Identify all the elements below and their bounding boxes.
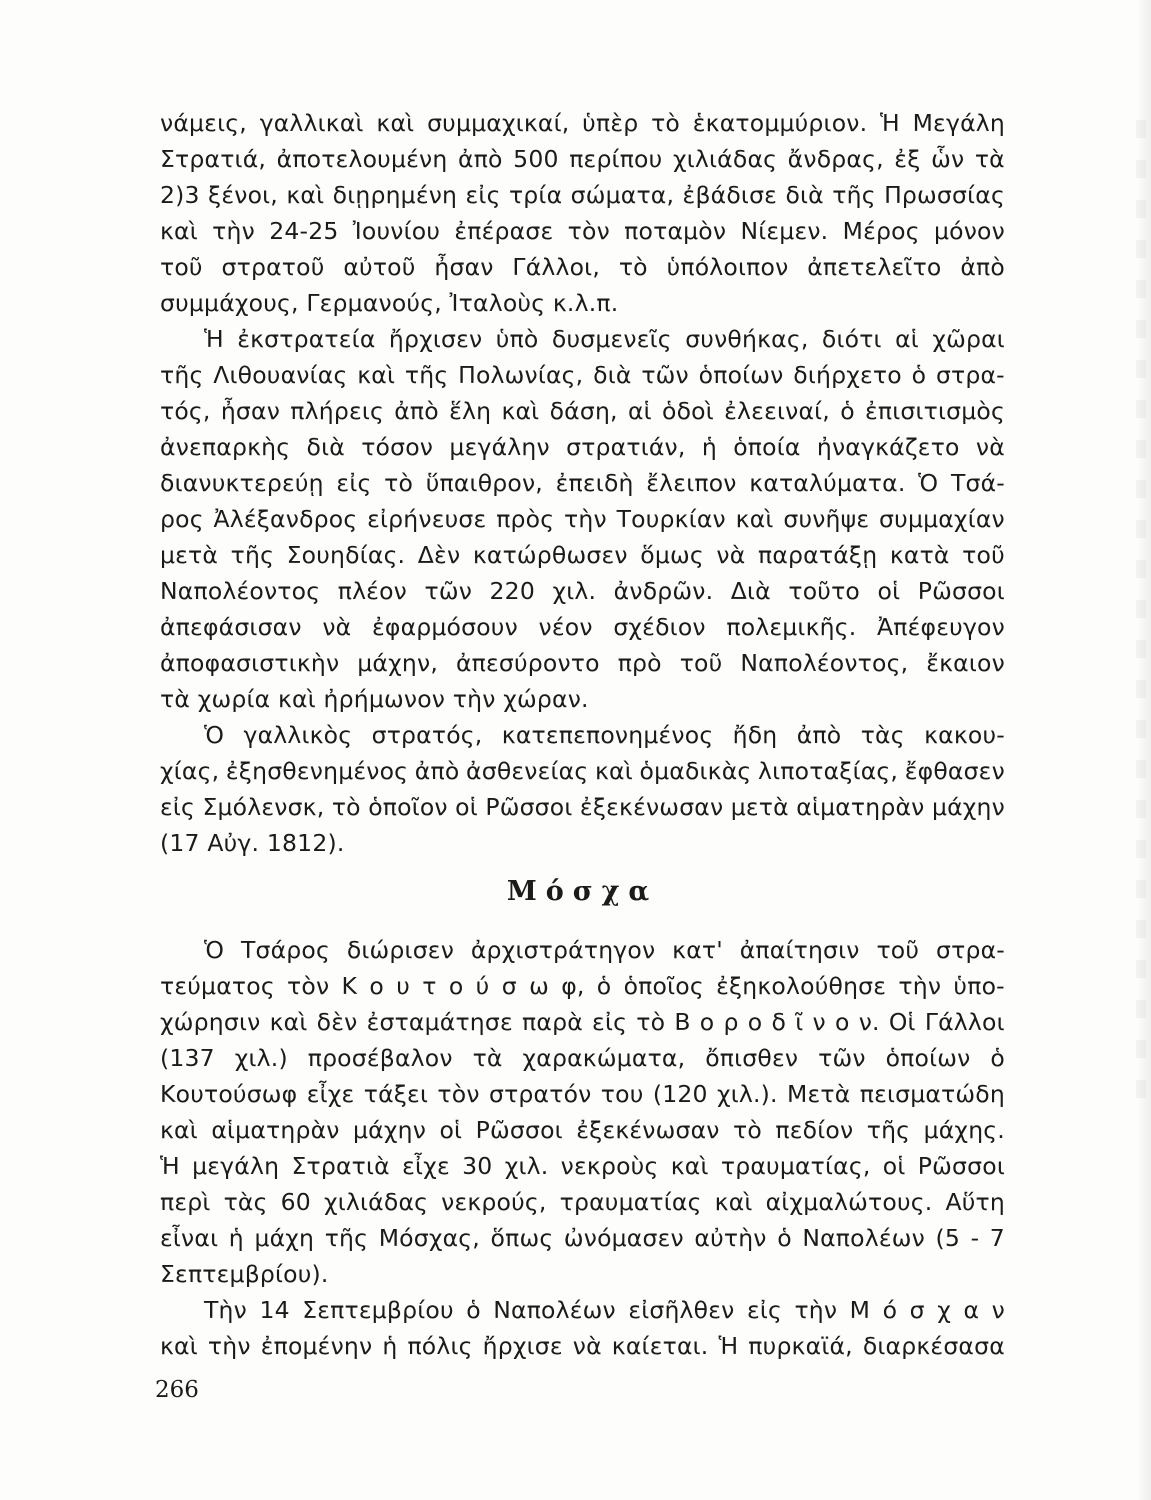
text-line: ἀνεπαρκὴς διὰ τόσον μεγάλην στρατιάν, ἡ ὁποία ἠναγκάζετο νὰ	[160, 433, 1005, 461]
text-line: Σεπτεμβρίου).	[160, 1260, 329, 1288]
text-line: (137 χιλ.) προσέβαλον τὰ χαρακώματα, ὄπισθεν τῶν ὁποίων ὁ	[160, 1044, 1005, 1072]
text-line: μετὰ τῆς Σουηδίας. Δὲν κατώρθωσεν ὅμως νὰ παρατάξῃ κατὰ τοῦ	[160, 541, 1005, 569]
text-line: Ἡ μεγάλη Στρατιὰ εἶχε 30 χιλ. νεκροὺς καὶ τραυματίας, οἱ Ρῶσσοι	[160, 1152, 1005, 1180]
text-line: Στρατιά, ἀποτελουμένη ἀπὸ 500 περίπου χιλιάδας ἄνδρας, ἐξ ὧν τὰ	[160, 145, 1005, 173]
text-line: Ἡ ἐκστρατεία ἤρχισεν ὑπὸ δυσμενεῖς συνθήκας, διότι αἱ χῶραι	[204, 325, 1005, 353]
text-line: ἀποφασιστικὴν μάχην, ἀπεσύροντο πρὸ τοῦ Ναπολέοντος, ἔκαιον	[160, 649, 1005, 677]
text-line: χώρησιν καὶ δὲν ἐσταμάτησε παρὰ εἰς τὸ Β ο ρ ο δ ῖ ν ο ν. Οἱ Γάλλοι	[160, 1008, 1005, 1036]
text-line: εἰς Σμόλενσκ, τὸ ὁποῖον οἱ Ρῶσσοι ἐξεκένωσαν μετὰ αἱματηρὰν μάχην	[160, 793, 1005, 821]
text-line: τεύματος τὸν Κ ο υ τ ο ύ σ ω φ, ὁ ὁποῖος ἐξηκολούθησε τὴν ὑπο-	[160, 972, 1005, 1000]
text-line: καὶ αἱματηρὰν μάχην οἱ Ρῶσσοι ἐξεκένωσαν τὸ πεδίον τῆς μάχης.	[160, 1116, 1005, 1144]
text-line: Ὁ Τσάρος διώρισεν ἀρχιστράτηγον κατ' ἀπαίτησιν τοῦ στρα-	[204, 936, 1005, 964]
text-line: καὶ τὴν ἐπομένην ἡ πόλις ἤρχισε νὰ καίεται. Ἡ πυρκαϊά, διαρκέσασα	[160, 1332, 1005, 1360]
text-line: Κουτούσωφ εἶχε τάξει τὸν στρατόν του (120 χιλ.). Μετὰ πεισματώδη	[160, 1080, 1005, 1108]
text-line: χίας, ἐξησθενημένος ἀπὸ ἀσθενείας καὶ ὁμαδικὰς λιποταξίας, ἔφθασεν	[160, 757, 1005, 785]
page-number: 266	[155, 1377, 199, 1403]
text-line: περὶ τὰς 60 χιλιάδας νεκρούς, τραυματίας καὶ αἰχμαλώτους. Αὕτη	[160, 1188, 1005, 1216]
text-line: (17 Αὐγ. 1812).	[160, 829, 345, 857]
text-line: τῆς Λιθουανίας καὶ τῆς Πολωνίας, διὰ τῶν ὁποίων διήρχετο ὁ στρα-	[160, 361, 1005, 389]
text-line: Τὴν 14 Σεπτεμβρίου ὁ Ναπολέων εἰσῆλθεν εἰς τὴν Μ ό σ χ α ν	[204, 1296, 1005, 1324]
text-line: ἀπεφάσισαν νὰ ἐφαρμόσουν νέον σχέδιον πολεμικῆς. Ἀπέφευγον	[160, 613, 1005, 641]
text-line: τοῦ στρατοῦ αὐτοῦ ἦσαν Γάλλοι, τὸ ὑπόλοιπον ἀπετελεῖτο ἀπὸ	[160, 253, 1005, 281]
bleed-through-marks	[1136, 120, 1146, 1120]
section-title: Μόσχα	[506, 876, 659, 907]
text-line: ρος Ἀλέξανδρος εἰρήνευσε πρὸς τὴν Τουρκίαν καὶ συνῆψε συμμαχίαν	[160, 505, 1005, 533]
text-line: νάμεις, γαλλικαὶ καὶ συμμαχικαί, ὑπὲρ τὸ ἑκατομμύριον. Ἡ Μεγάλη	[160, 109, 1005, 137]
text-line: διανυκτερεύῃ εἰς τὸ ὕπαιθρον, ἐπειδὴ ἔλειπον καταλύματα. Ὁ Τσά-	[160, 469, 1005, 497]
text-line: Ναπολέοντος πλέον τῶν 220 χιλ. ἀνδρῶν. Διὰ τοῦτο οἱ Ρῶσσοι	[160, 577, 1005, 605]
text-line: 2)3 ξένοι, καὶ διῃρημένη εἰς τρία σώματα, ἐβάδισε διὰ τῆς Πρωσσίας	[160, 181, 1005, 209]
body-text-lower	[160, 932, 1005, 1364]
text-line: καὶ τὴν 24-25 Ἰουνίου ἐπέρασε τὸν ποταμὸν Νίεμεν. Μέρος μόνον	[160, 217, 1005, 245]
text-line: Ὁ γαλλικὸς στρατός, κατεπεπονημένος ἤδη ἀπὸ τὰς κακου-	[204, 721, 1005, 749]
text-line: τός, ἦσαν πλήρεις ἀπὸ ἕλη καὶ δάση, αἱ ὁδοὶ ἐλεειναί, ὁ ἐπισιτισμὸς	[160, 397, 1005, 425]
body-text-upper	[160, 105, 1005, 861]
text-line: τὰ χωρία καὶ ἠρήμωνον τὴν χώραν.	[160, 685, 589, 713]
text-line: εἶναι ἡ μάχη τῆς Μόσχας, ὅπως ὠνόμασεν αὐτὴν ὁ Ναπολέων (5 - 7	[160, 1224, 1005, 1252]
text-line: συμμάχους, Γερμανούς, Ἰταλοὺς κ.λ.π.	[160, 289, 619, 317]
